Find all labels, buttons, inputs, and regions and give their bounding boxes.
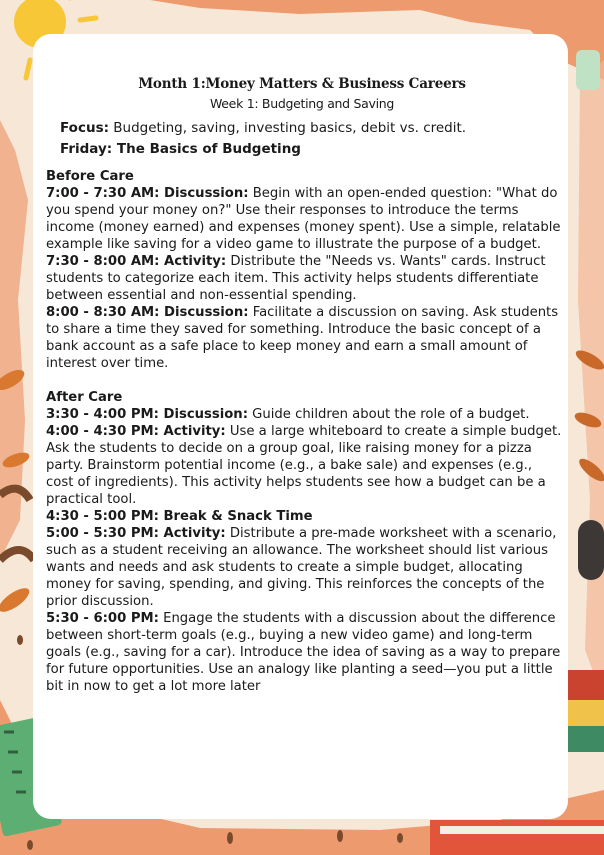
item-time: 4:00 - 4:30 PM: Activity: [46, 424, 226, 439]
focus-line [60, 120, 466, 136]
item-text: Distribute the "Needs vs. Wants" cards. Instruct students to categorize each item. This activity helps students differentiate between essential and non-essential spending. [46, 254, 546, 303]
page-title: Month 1:Money Matters & Business Careers [138, 76, 466, 92]
item-time: 8:00 - 8:30 AM: Discussion: [46, 305, 249, 320]
schedule-item [46, 525, 562, 610]
item-time: 3:30 - 4:00 PM: Discussion: [46, 407, 248, 422]
schedule-item [46, 253, 562, 304]
schedule-item [46, 304, 562, 372]
schedule-item [46, 423, 562, 508]
item-text: Facilitate a discussion on saving. Ask students to share a time they saved for something. Introduce the basic concept of a bank account as a safe place to keep money and earn a small amount of interest over time. [46, 305, 559, 371]
item-text: Use a large whiteboard to create a simple budget. Ask the students to decide on a group goal, like raising money for a pizza party. Brainstorm potential income (e.g., a bake sale) and expenses (e.g., cost of ingredients). This activity helps students see how a budget can be a practical tool. [46, 424, 562, 507]
item-time: 4:30 - 5:00 PM: Break & Snack Time [46, 509, 313, 524]
clock-icon [578, 520, 604, 580]
after-care-heading: After Care [46, 390, 123, 405]
orange-paper-right [578, 60, 604, 700]
item-text: Engage the students with a discussion about the difference between short-term goals (e.g., buying a new video game) and long-term goals (e.g., saving for a car). Introduce the idea of saving as a way to prepare for future opportunities. Use an analogy like planting a seed—you put a little bit in now to get a lot more later [46, 611, 561, 694]
schedule-content [46, 168, 562, 695]
item-time: 7:30 - 8:00 AM: Activity: [46, 254, 227, 269]
schedule-item [46, 406, 562, 423]
item-text: Distribute a pre-made worksheet with a scenario, such as a student receiving an allowance. The worksheet should list various wants and needs and ask students to create a simple budget, allocating money for saving, spending, and giving. This reinforces the concepts of the prior discussion. [46, 526, 557, 609]
day-heading: Friday: The Basics of Budgeting [60, 141, 301, 157]
week-subtitle: Week 1: Budgeting and Saving [209, 96, 395, 111]
before-care-heading: Before Care [46, 169, 134, 184]
section-spacer [46, 372, 562, 389]
schedule-item [46, 610, 562, 695]
item-time: 5:30 - 6:00 PM: [46, 611, 159, 626]
schedule-item [46, 185, 562, 253]
item-text: Guide children about the role of a budget. [247, 407, 530, 422]
focus-text: Budgeting, saving, investing basics, debit vs. credit. [109, 120, 467, 136]
item-time: 5:00 - 5:30 PM: Activity: [46, 526, 226, 541]
item-text: Begin with an open-ended question: "What do you spend your money on?" Use their responses to introduce the terms income (money earned) and expenses (money spent). Use a simple, relatable example like saving for a video game to illustrate the purpose of a budget. [46, 186, 561, 252]
focus-label: Focus: [60, 120, 109, 136]
item-time: 7:00 - 7:30 AM: Discussion: [46, 186, 249, 201]
schedule-item [46, 508, 562, 525]
